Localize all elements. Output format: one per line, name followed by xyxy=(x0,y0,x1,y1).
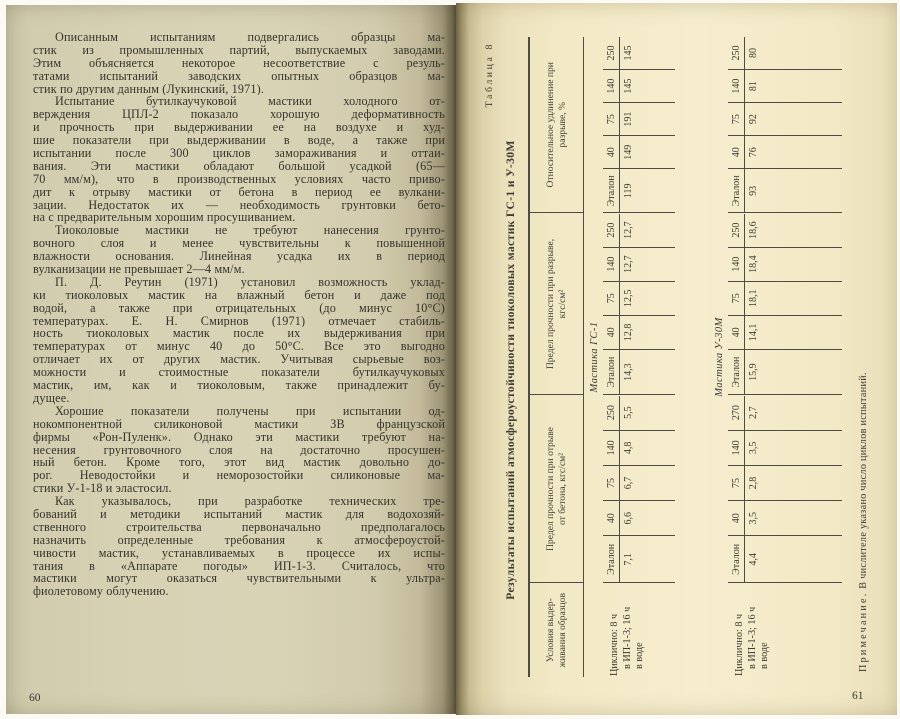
text-line: Тиоколовые мастики не требуют нанесения грунто- xyxy=(55,224,445,238)
group-cell xyxy=(728,213,842,395)
group-cell xyxy=(603,213,675,395)
result-cell xyxy=(603,396,675,431)
text-line: Как указывалось, при разработке технических тре- xyxy=(55,495,445,508)
text-line: дущее. xyxy=(33,391,70,405)
measured-value: 191 xyxy=(623,111,634,127)
row-label xyxy=(603,583,675,677)
column-header-line: от бетона, кгс/см² xyxy=(556,452,568,526)
cycles-count: 75 xyxy=(603,282,620,315)
column-header-adhesion xyxy=(529,395,584,583)
column-header-line: живания образцов xyxy=(556,593,568,668)
cycles-count: 250 xyxy=(603,396,620,430)
measured-value: 18,4 xyxy=(748,255,759,273)
cycles-count: Эталон xyxy=(603,169,620,212)
measured-value: 93 xyxy=(748,185,759,196)
text-line: Испытание бутилкаучуковой мастики холодного от- xyxy=(55,95,445,109)
cycles-count: Эталон xyxy=(728,169,745,212)
table-row xyxy=(728,37,842,677)
result-cell xyxy=(603,282,675,316)
result-cell xyxy=(728,70,842,103)
result-cell xyxy=(728,248,842,282)
measured-value: 15,9 xyxy=(748,363,759,381)
text-line: отличает их от других мастик. Учитывая сырьевые воз- xyxy=(33,353,445,367)
row-label-line: Циклично: 8 ч xyxy=(609,613,620,676)
measured-value: 18,6 xyxy=(748,221,759,239)
cycles-count: 40 xyxy=(603,316,620,349)
measured-value: 12,7 xyxy=(623,255,634,273)
column-header-line: кгс/см² xyxy=(556,289,568,319)
text-line: мастики могут оказаться чувствительными к ультра- xyxy=(33,572,445,586)
cycles-count: 40 xyxy=(728,316,745,349)
row-label xyxy=(728,583,842,677)
result-cell xyxy=(728,282,842,316)
cycles-count: 140 xyxy=(728,431,745,465)
row-label-line: в ИП-1-3; 16 ч xyxy=(621,606,633,669)
measured-value: 12,5 xyxy=(623,289,634,307)
result-cell xyxy=(728,37,842,70)
section-title-row xyxy=(675,37,728,677)
left-page-text xyxy=(33,31,445,598)
row-label-line: в воде xyxy=(634,642,645,669)
cycles-count: 75 xyxy=(603,466,620,500)
table-header-row xyxy=(529,37,584,677)
text-line: назначить определенные требования к атмосфероустой- xyxy=(33,533,445,547)
section-title-row xyxy=(584,37,604,677)
text-line: чивости мастик, устанавливаемых в процессе их испы- xyxy=(33,546,445,560)
text-line: вочного слоя и менее чувствительны к повышенной xyxy=(33,237,445,251)
measured-value: 3,5 xyxy=(748,441,759,455)
result-cell xyxy=(728,501,842,536)
result-cell xyxy=(728,316,842,350)
cycles-count: 40 xyxy=(728,501,745,535)
text-line: на с предварительным хорошим просушиванием. xyxy=(33,211,296,225)
text-line: вания. Эти мастики обладают большой усадкой (65— xyxy=(33,159,445,173)
cycles-count: 250 xyxy=(728,214,745,247)
table-label: Таблица 8 xyxy=(484,42,495,108)
result-cell xyxy=(728,350,842,395)
right-page xyxy=(456,3,897,715)
results-table xyxy=(528,37,842,677)
result-cell xyxy=(603,501,675,536)
cycles-count: Эталон xyxy=(603,536,620,582)
text-line: ный бетон. Кроме того, этот вид мастик довольно до- xyxy=(33,456,445,470)
result-cell xyxy=(603,169,675,212)
table-body xyxy=(584,37,843,677)
cycles-count: 270 xyxy=(728,396,745,430)
group-cell xyxy=(728,37,842,213)
text-line: Этим объясняется некоторое несоответствие с резуль- xyxy=(33,56,445,70)
table-note xyxy=(858,30,869,672)
result-cell xyxy=(603,316,675,350)
result-cell xyxy=(603,136,675,169)
row-label-line: в воде xyxy=(759,642,770,669)
cycles-count: 250 xyxy=(728,37,745,69)
measured-value: 81 xyxy=(748,81,759,92)
cycles-count: 75 xyxy=(728,466,745,500)
cycles-count: 140 xyxy=(728,248,745,281)
text-line: ки тиоколовых мастик на влажный бетон и даже под xyxy=(33,288,445,302)
measured-value: 76 xyxy=(748,147,759,158)
measured-value: 145 xyxy=(623,78,634,94)
left-page xyxy=(6,5,456,714)
measured-value: 80 xyxy=(748,48,759,58)
cycles-count: Эталон xyxy=(728,350,745,395)
cycles-count: 140 xyxy=(603,70,620,102)
measured-value: 2,7 xyxy=(748,406,759,419)
text-line: 70 мм/м), что в производственных условиях часто приво- xyxy=(33,172,445,186)
cycles-count: 250 xyxy=(603,214,620,247)
text-line: верждения ЦПЛ-2 показало хорошую деформативность xyxy=(33,108,445,122)
result-cell xyxy=(728,431,842,466)
text-line: ственного строительства первоначально предполагалось xyxy=(33,520,445,534)
note-text: В числителе указано число циклов испытаний. xyxy=(858,372,869,592)
text-line: бований и методики испытаний мастик для водохозяй- xyxy=(33,507,445,521)
column-header-line: Условия выдер- xyxy=(545,598,557,663)
group-cell xyxy=(603,37,675,213)
group-cell xyxy=(728,395,842,583)
text-line: вулканизации не превышает 2—4 мм/м. xyxy=(33,263,245,276)
measured-value: 18,1 xyxy=(748,289,759,307)
page-number-right: 61 xyxy=(852,690,864,702)
text-line: мастик, им, как и тиоколовым, также принадлежит бу- xyxy=(33,379,445,392)
result-cell xyxy=(603,248,675,282)
measured-value: 92 xyxy=(748,114,759,125)
column-header-line: Предел прочности при разрыве, xyxy=(545,238,557,370)
text-line: фирмы «Рон-Пуленк». Однако эти мастики требуют на- xyxy=(33,430,445,444)
cycles-count: 140 xyxy=(603,248,620,281)
result-cell xyxy=(603,37,675,70)
text-line: температурах. Е. Н. Смирнов (1971) отмечает стабиль- xyxy=(33,314,445,328)
cycles-count: Эталон xyxy=(603,350,620,395)
row-label-line: Циклично: 8 ч xyxy=(734,613,745,676)
result-cell xyxy=(603,214,675,248)
text-line: испытании после 300 циклов замораживания и оттаи- xyxy=(33,147,445,160)
cycles-count: 40 xyxy=(728,136,745,168)
cycles-count: 40 xyxy=(603,136,620,168)
result-cell xyxy=(728,536,842,582)
column-header-line: разрыве, % xyxy=(556,101,568,148)
text-line: стик по другим данным (Лукинский, 1971). xyxy=(33,82,265,96)
section-title: Мастика У-30М xyxy=(714,317,725,397)
row-label-line: в ИП-1-3; 16 ч xyxy=(746,606,758,669)
measured-value: 4,8 xyxy=(623,441,634,455)
rotated-table-area xyxy=(463,30,883,710)
result-cell xyxy=(728,466,842,501)
table-title: Результаты испытаний атмосфероустойчивости тиоколовых мастик ГС-1 и У-30М xyxy=(504,140,517,600)
column-header-line: Предел прочности при отрыве xyxy=(545,426,557,552)
cycles-count: 140 xyxy=(728,70,745,102)
measured-value: 2,8 xyxy=(748,476,759,490)
measured-value: 149 xyxy=(623,144,634,160)
result-cell xyxy=(603,70,675,103)
measured-value: 5,5 xyxy=(623,406,634,419)
result-cell xyxy=(728,136,842,169)
cycles-count: 250 xyxy=(603,37,620,69)
text-line: дит к отрыву мастики от бетона в период ее вулкани- xyxy=(33,185,445,199)
text-line: рог. Неводостойки и неморозостойки силиконовые ма- xyxy=(33,469,445,483)
text-line: тания в «Аппарате погоды» ИП-1-3. Считалось, что xyxy=(33,559,445,573)
cycles-count: 75 xyxy=(728,282,745,315)
column-header-tensile xyxy=(529,213,584,395)
measured-value: 7,1 xyxy=(623,553,634,566)
text-line: водой, а также при отрицательных (до минус 10°С) xyxy=(33,301,445,315)
text-line: Хорошие показатели получены при испытании од- xyxy=(55,404,445,418)
result-cell xyxy=(728,396,842,431)
measured-value: 6,7 xyxy=(623,476,634,490)
measured-value: 3,5 xyxy=(748,511,759,525)
cycles-count: 75 xyxy=(603,103,620,135)
page-number-left: 60 xyxy=(29,692,41,704)
section-title: Мастика ГС-1 xyxy=(589,321,600,393)
text-line: нокомпонентной силиконовой мастики ЗВ французской xyxy=(33,417,445,431)
note-head: Примечание. xyxy=(858,591,869,672)
text-line: П. Д. Реутин (1971) установил возможность уклад- xyxy=(55,275,445,289)
text-line: Описанным испытаниям подвергались образцы ма- xyxy=(55,31,445,44)
measured-value: 4,4 xyxy=(748,553,759,566)
measured-value: 14,3 xyxy=(623,363,634,381)
result-cell xyxy=(603,350,675,395)
result-cell xyxy=(603,103,675,136)
measured-value: 14,1 xyxy=(748,323,759,342)
text-line: температурах от минус 40 до 50°С. Все это выгодно xyxy=(33,340,445,354)
text-line: стик из промышленных партий, выпускаемых заводами. xyxy=(33,43,445,57)
measured-value: 6,6 xyxy=(623,511,634,525)
measured-value: 12,8 xyxy=(623,323,634,342)
column-header-line: Относительное удлинение при xyxy=(545,62,557,188)
result-cell xyxy=(603,466,675,501)
table-row xyxy=(603,37,675,677)
group-cell xyxy=(603,395,675,583)
cycles-count: 40 xyxy=(603,501,620,535)
cycles-count: Эталон xyxy=(728,536,745,582)
measured-value: 12,7 xyxy=(623,221,634,239)
text-line: и прочность при выдерживании ее на воздухе и худ- xyxy=(33,121,445,135)
text-line: фиолетовому облучению. xyxy=(33,585,169,599)
cycles-count: 140 xyxy=(603,431,620,465)
cycles-count: 75 xyxy=(728,103,745,135)
text-line: стики У-1-18 и эластосил. xyxy=(33,482,172,496)
text-line: ность тиоколовых мастик после их выдерживания при xyxy=(33,327,445,341)
column-header-elongation xyxy=(529,37,584,213)
column-header-conditions xyxy=(529,583,584,677)
result-cell xyxy=(728,169,842,212)
result-cell xyxy=(603,536,675,582)
result-cell xyxy=(603,431,675,466)
text-line: шие показатели при выдерживании в воде, а также при xyxy=(33,134,445,148)
measured-value: 145 xyxy=(623,45,634,61)
result-cell xyxy=(728,214,842,248)
text-line: влажности основания. Линейная усадка их в период xyxy=(33,250,445,264)
result-cell xyxy=(728,103,842,136)
text-line: можности и стоимостные показатели бутилкаучуковых xyxy=(33,366,445,380)
text-line: татами испытаний заводских опытных образцов ма- xyxy=(33,69,445,83)
text-line: зации. Недостаток их — необходимость грунтовки бето- xyxy=(33,198,445,212)
measured-value: 119 xyxy=(623,183,634,199)
text-line: несения грунтовочного слоя на достаточно просушен- xyxy=(33,443,445,457)
